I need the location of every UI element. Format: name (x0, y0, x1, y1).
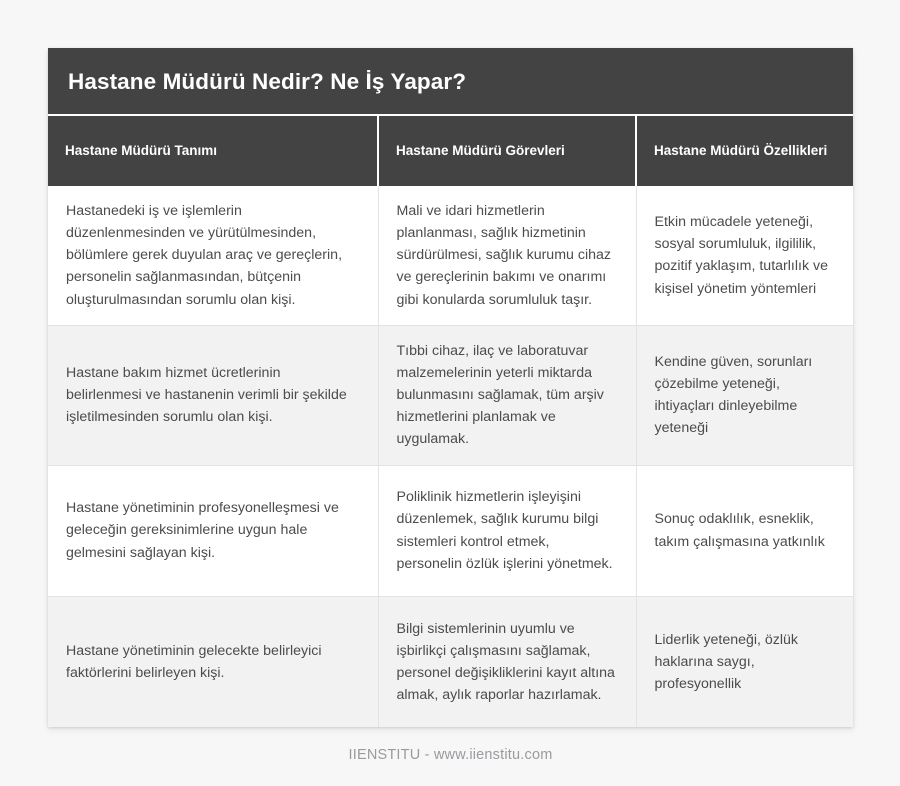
cell-duties: Mali ve idari hizmetlerin planlanması, sağlık hizmetinin sürdürülmesi, sağlık kurumu cihaz ve gereçlerinin bakımı ve onarımı gibi konularda sorumluluk taşır. (378, 186, 636, 325)
table-header (48, 116, 853, 186)
page-wrapper (48, 48, 853, 763)
cell-traits: Kendine güven, sorunları çözebilme yeteneği, ihtiyaçları dinleyebilme yeteneği (636, 325, 853, 465)
cell-traits: Sonuç odaklılık, esneklik, takım çalışmasına yatkınlık (636, 465, 853, 596)
cell-duties: Tıbbi cihaz, ilaç ve laboratuvar malzemelerinin yeterli miktarda bulunmasını sağlamak, tüm arşiv hizmetlerini planlamak ve uygulamak. (378, 325, 636, 465)
table-row (48, 325, 853, 465)
cell-definition: Hastane yönetiminin profesyonelleşmesi ve geleceğin gereksinimlerine uygun hale gelmesini sağlayan kişi. (48, 465, 378, 596)
cell-duties: Poliklinik hizmetlerin işleyişini düzenlemek, sağlık kurumu bilgi sistemleri kontrol etmek, personelin özlük işlerini yönetmek. (378, 465, 636, 596)
table-header-row (48, 116, 853, 186)
table-row (48, 186, 853, 325)
column-header-duties: Hastane Müdürü Görevleri (378, 116, 636, 186)
cell-duties: Bilgi sistemlerinin uyumlu ve işbirlikçi çalışmasını sağlamak, personel değişikliklerini kayıt altına almak, aylık raporlar hazırlamak. (378, 596, 636, 727)
cell-traits: Etkin mücadele yeteneği, sosyal sorumluluk, ilgililik, pozitif yaklaşım, tutarlılık ve kişisel yönetim yöntemleri (636, 186, 853, 325)
table-row (48, 465, 853, 596)
card-title: Hastane Müdürü Nedir? Ne İş Yapar? (48, 48, 853, 116)
cell-definition: Hastane bakım hizmet ücretlerinin belirlenmesi ve hastanenin verimli bir şekilde işletilmesinden sorumlu olan kişi. (48, 325, 378, 465)
cell-definition: Hastanedeki iş ve işlemlerin düzenlenmesinden ve yürütülmesinden, bölümlere gerek duyulan araç ve gereçlerin, personelin sağlanmasından, bütçenin oluşturulmasından sorumlu olan kişi. (48, 186, 378, 325)
cell-traits: Liderlik yeteneği, özlük haklarına saygı, profesyonellik (636, 596, 853, 727)
cell-definition: Hastane yönetiminin gelecekte belirleyici faktörlerini belirleyen kişi. (48, 596, 378, 727)
column-header-traits: Hastane Müdürü Özellikleri (636, 116, 853, 186)
table-body (48, 186, 853, 727)
table-row (48, 596, 853, 727)
column-header-definition: Hastane Müdürü Tanımı (48, 116, 378, 186)
hospital-manager-table (48, 116, 853, 727)
info-card (48, 48, 853, 727)
footer-credit: IIENSTITU - www.iienstitu.com (348, 747, 553, 764)
